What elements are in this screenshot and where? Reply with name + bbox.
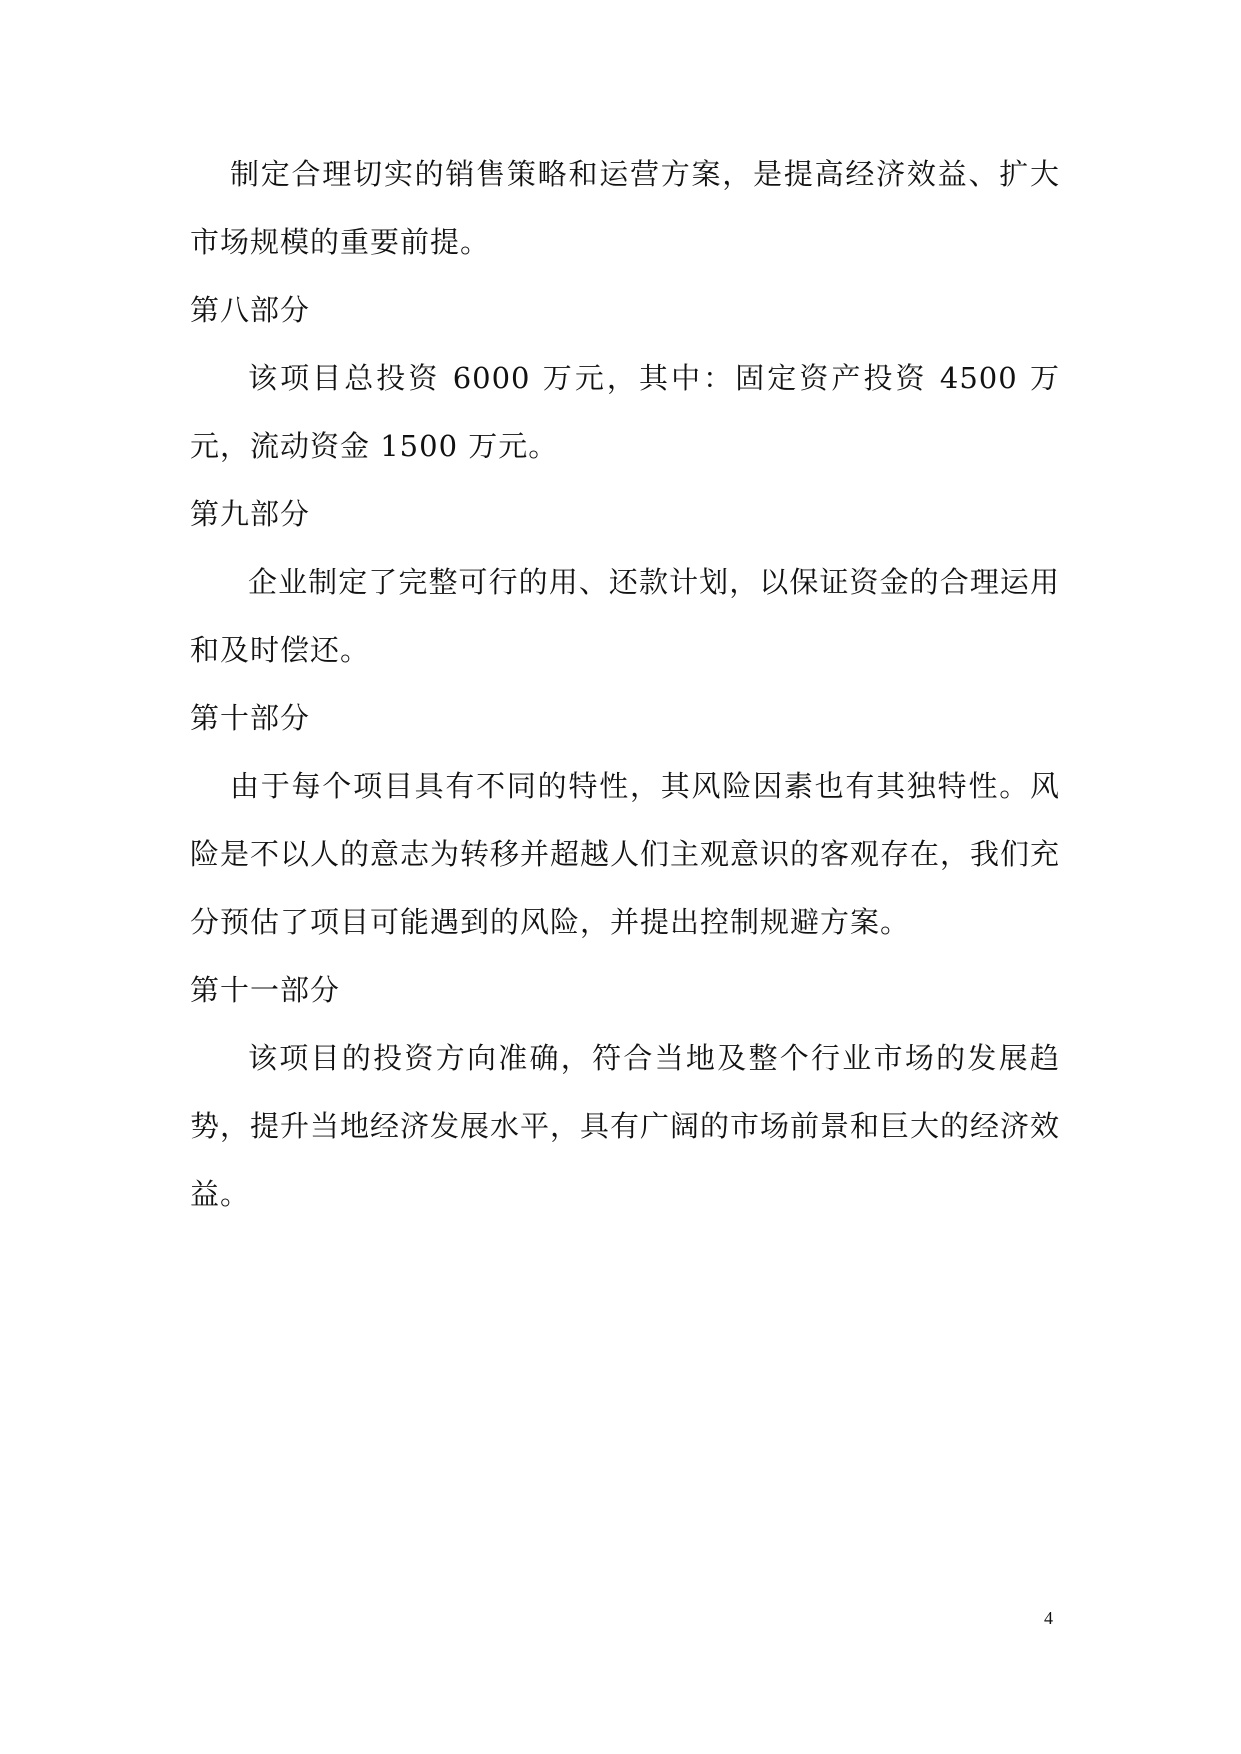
- page-body: [190, 140, 1060, 1228]
- paragraph-conclusion: 该项目的投资方向准确，符合当地及整个行业市场的发展趋势，提升当地经济发展水平，具有广阔的市场前景和巨大的经济效益。: [190, 1041, 1061, 1211]
- section-heading-part-10: 第十部分: [190, 701, 311, 735]
- paragraph-risk: 由于每个项目具有不同的特性，其风险因素也有其独特性。风险是不以人的意志为转移并超越人们主观意识的客观存在，我们充分预估了项目可能遇到的风险，并提出控制规避方案。: [190, 769, 1061, 939]
- page-number: 4: [1044, 1608, 1053, 1628]
- paragraph-repayment-plan: 企业制定了完整可行的用、还款计划，以保证资金的合理运用和及时偿还。: [190, 565, 1060, 667]
- paragraph-sales-strategy: 制定合理切实的销售策略和运营方案，是提高经济效益、扩大市场规模的重要前提。: [190, 157, 1060, 259]
- section-heading-part-11: 第十一部分: [190, 973, 341, 1007]
- section-heading-part-8: 第八部分: [190, 293, 311, 327]
- paragraph-investment: 该项目总投资 6000 万元，其中：固定资产投资 4500 万元，流动资金 1500 万元。: [190, 361, 1060, 463]
- section-heading-part-9: 第九部分: [190, 497, 311, 531]
